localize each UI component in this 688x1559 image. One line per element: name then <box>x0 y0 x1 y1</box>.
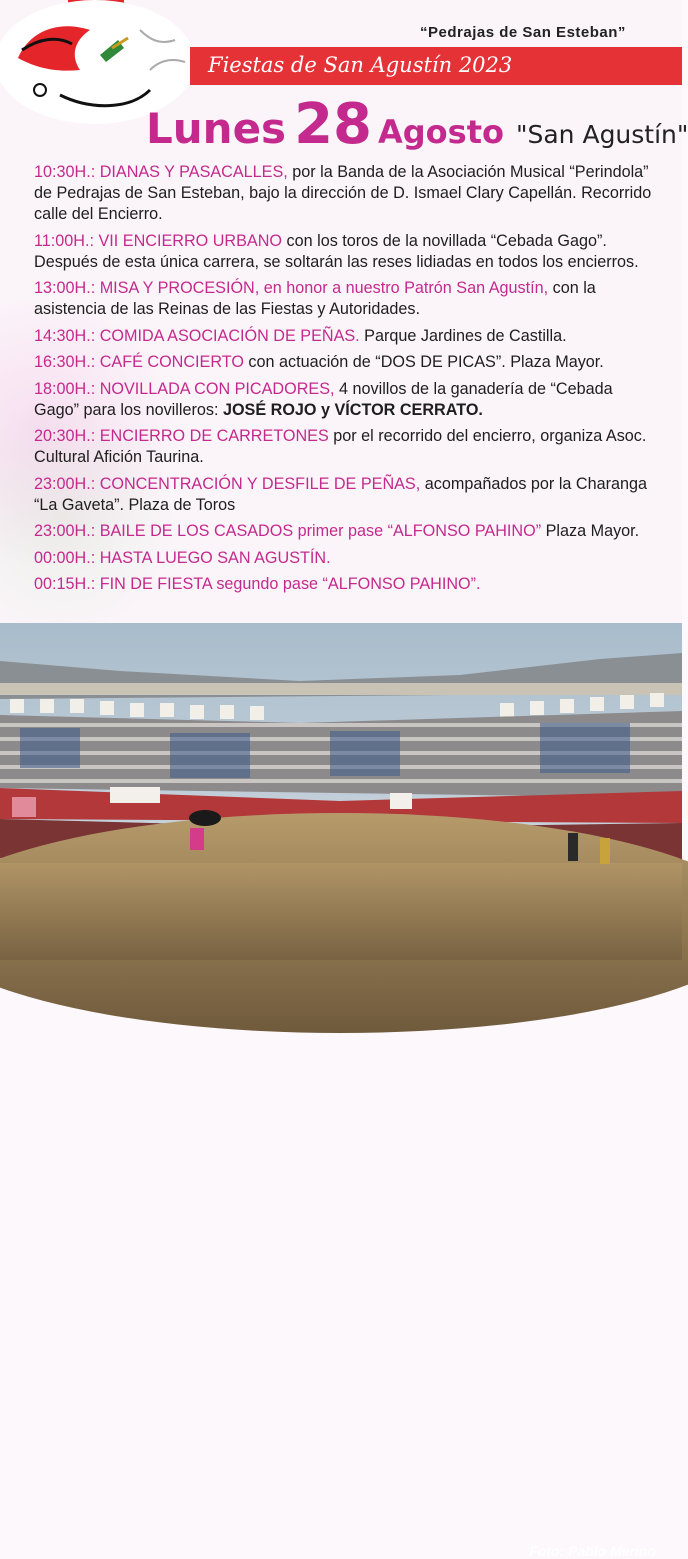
event-time: 23:00H.: <box>34 474 96 493</box>
event-title: CONCENTRACIÓN Y DESFILE DE PEÑAS, <box>99 474 421 493</box>
event-text: con los toros de la novillada “Cebada Gago”. Después de esta única carrera, se soltarán las reses lidiadas en todos los encierros. <box>34 231 639 271</box>
saint-name: "San Agustín" <box>515 120 688 149</box>
town-name: “Pedrajas de San Esteban” <box>420 24 626 41</box>
event-item <box>34 379 662 421</box>
event-title: VII ENCIERRO URBANO <box>98 231 282 250</box>
event-bold-text: JOSÉ ROJO y VÍCTOR CERRATO. <box>222 400 483 419</box>
event-time: 23:00H.: <box>34 522 96 540</box>
event-item <box>34 278 662 320</box>
photo-credit: Foto: Pablo Merino <box>529 1543 656 1559</box>
event-item <box>34 231 662 273</box>
event-time: 00:00H.: <box>34 548 96 567</box>
event-time: 20:30H.: <box>34 427 96 445</box>
event-item <box>34 352 662 373</box>
event-time: 11:00H.: <box>34 231 94 250</box>
event-text: acompañados por la Charanga “La Gaveta”. Plaza de Toros <box>34 474 648 514</box>
event-time: 14:30H.: <box>34 326 96 345</box>
event-title: MISA Y PROCESIÓN, en honor a nuestro Patrón San Agustín, <box>99 279 549 297</box>
bullring-illustration <box>0 623 682 960</box>
event-time: 16:30H.: <box>34 353 96 371</box>
event-text: con actuación de “DOS DE PICAS”. Plaza Mayor. <box>243 353 604 371</box>
event-time: 00:15H.: <box>34 575 96 593</box>
event-time: 13:00H.: <box>34 279 96 297</box>
banner-title: Fiestas de San Agustín 2023 <box>208 53 513 77</box>
weekday: Lunes <box>146 104 287 153</box>
bullring-photo <box>0 623 682 1559</box>
event-text: Plaza Mayor. <box>541 522 640 540</box>
event-list <box>34 162 662 601</box>
event-title: ENCIERRO DE CARRETONES <box>99 427 329 445</box>
event-item <box>34 574 662 595</box>
month: Agosto <box>378 113 504 151</box>
event-title: HASTA LUEGO SAN AGUSTÍN. <box>99 548 331 567</box>
day-heading <box>146 92 688 157</box>
event-title: BAILE DE LOS CASADOS primer pase “ALFONSO PAHINO” <box>99 522 542 540</box>
event-text: por el recorrido del encierro, organiza Asoc. Cultural Afición Taurina. <box>34 427 647 466</box>
event-title: DIANAS Y PASACALLES, <box>99 163 288 181</box>
event-title: NOVILLADA CON PICADORES, <box>99 379 335 398</box>
event-item <box>34 548 662 569</box>
event-item <box>34 474 662 516</box>
event-text: con la asistencia de las Reinas de las Fiestas y Autoridades. <box>34 279 596 318</box>
event-text: por la Banda de la Asociación Musical “Perindola” de Pedrajas de San Esteban, bajo la dirección de D. Ismael Clary Capellán. Recorrido calle del Encierro. <box>34 163 652 223</box>
event-title: CAFÉ CONCIERTO <box>99 353 244 371</box>
event-item <box>34 326 662 347</box>
event-title: COMIDA ASOCIACIÓN DE PEÑAS. <box>99 326 360 345</box>
event-text: 4 novillos de la ganadería de “Cebada Gago” para los novilleros: <box>34 379 613 419</box>
event-item <box>34 162 662 225</box>
event-title: FIN DE FIESTA segundo pase “ALFONSO PAHINO”. <box>99 575 481 593</box>
event-text: Parque Jardines de Castilla. <box>359 326 567 345</box>
event-time: 10:30H.: <box>34 163 96 181</box>
event-item <box>34 521 662 542</box>
day-number: 28 <box>294 92 372 157</box>
festival-banner <box>190 47 682 85</box>
event-item <box>34 426 662 468</box>
event-time: 18:00H.: <box>34 379 96 398</box>
